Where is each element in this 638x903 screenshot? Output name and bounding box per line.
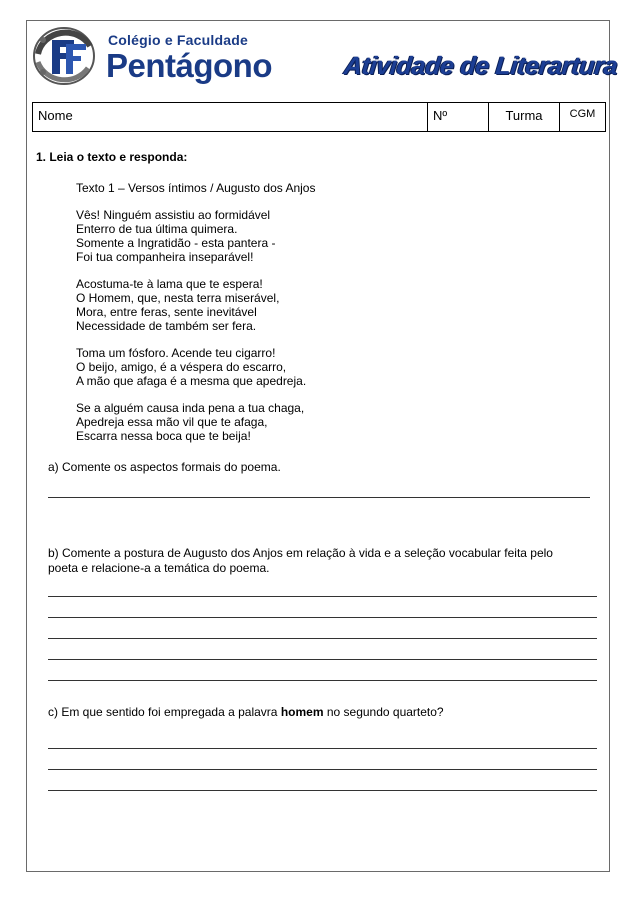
poem-line: Foi tua companheira inseparável! [76,250,254,264]
answer-line-b4[interactable] [48,659,597,660]
question-a-prompt: a) Comente os aspectos formais do poema. [48,460,281,474]
question-c-prefix: c) Em que sentido foi empregada a palavra [48,705,281,719]
answer-line-b2[interactable] [48,617,597,618]
answer-line-c1[interactable] [48,748,597,749]
school-logo [30,22,300,90]
student-info-table [32,102,606,132]
answer-line-c2[interactable] [48,769,597,770]
question-heading: 1. Leia o texto e responda: [36,150,188,164]
logo-title: Pentágono [106,47,272,84]
activity-title: Atividade de Literartura [342,52,619,80]
poem-line: O Homem, que, nesta terra miserável, [76,291,280,305]
question-c-suffix: no segundo quarteto? [323,705,444,719]
question-c-prompt [48,705,444,720]
question-b-prompt-line2: poeta e relacione-a a temática do poema. [48,561,270,575]
page-border [26,20,610,872]
poem-line: Acostuma-te à lama que te espera! [76,277,263,291]
poem-line: O beijo, amigo, é a véspera do escarro, [76,360,287,374]
school-emblem-icon [30,24,100,88]
answer-line-c3[interactable] [48,790,597,791]
logo-subtitle: Colégio e Faculdade [108,32,248,48]
poem-line: Somente a Ingratidão - esta pantera - [76,236,276,250]
poem-line: Toma um fósforo. Acende teu cigarro! [76,346,276,360]
poem [76,181,315,443]
poem-line: Vês! Ninguém assistiu ao formidável [76,208,271,222]
poem-line: Necessidade de também ser fera. [76,319,257,333]
poem-line: Mora, entre feras, sente inevitável [76,305,257,319]
poem-line: Escarra nessa boca que te beija! [76,429,251,443]
poem-line: Enterro de tua última quimera. [76,222,238,236]
answer-line-b5[interactable] [48,680,597,681]
name-field[interactable]: Nome [33,103,428,132]
cgm-field[interactable]: CGM [560,103,606,132]
class-field[interactable]: Turma [489,103,560,132]
poem-line: Se a alguém causa inda pena a tua chaga, [76,401,305,415]
poem-line: Apedreja essa mão vil que te afaga, [76,415,268,429]
answer-line-a1[interactable] [48,497,590,498]
poem-line: A mão que afaga é a mesma que apedreja. [76,374,307,388]
question-c-keyword: homem [280,705,324,719]
answer-line-b3[interactable] [48,638,597,639]
question-b-prompt-line1: b) Comente a postura de Augusto dos Anjos em relação à vida e a seleção vocabular feita pelo [48,546,553,560]
number-field[interactable]: Nº [428,103,489,132]
poem-title: Texto 1 – Versos íntimos / Augusto dos Anjos [76,181,316,195]
answer-line-b1[interactable] [48,596,597,597]
